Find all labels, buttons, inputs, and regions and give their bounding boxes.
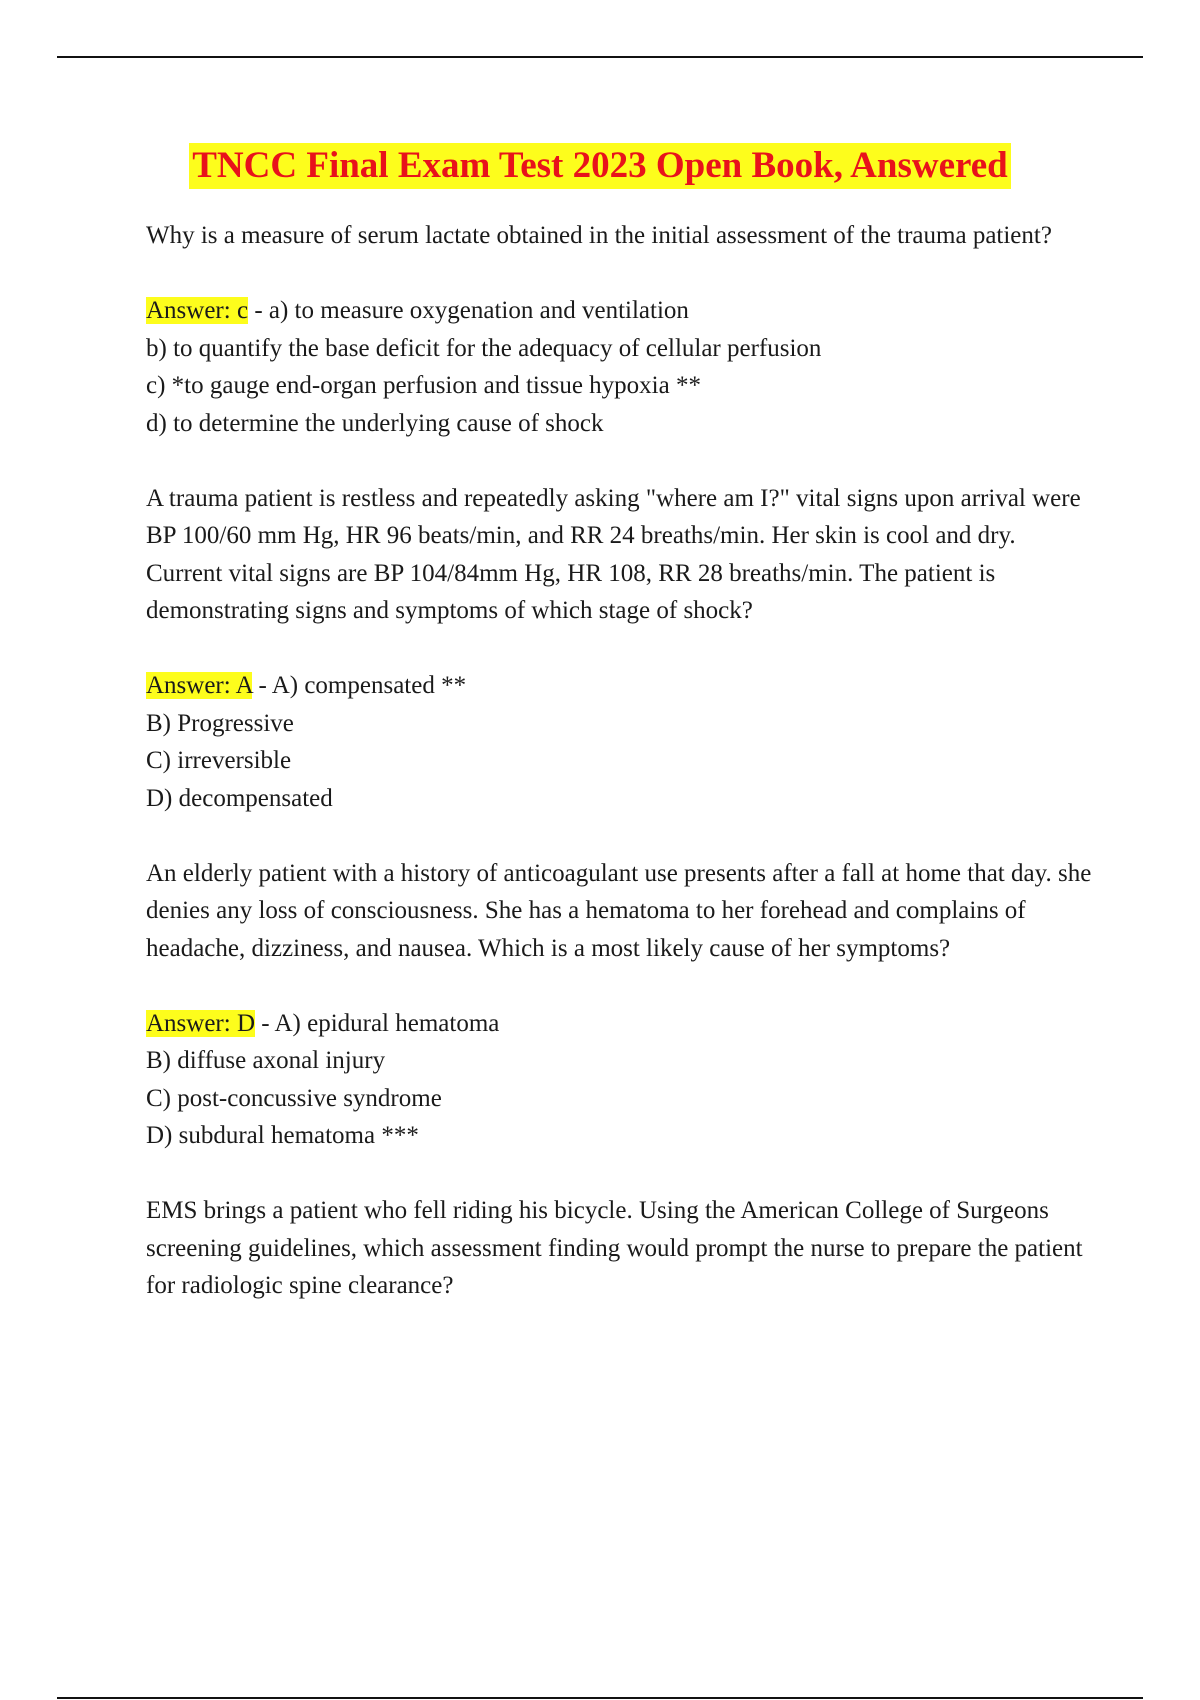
option-d: d) to determine the underlying cause of shock [146,409,604,437]
answer-block-3 [146,1005,1096,1155]
option-d: D) decompensated [146,784,333,812]
answer-label: Answer: D [146,1009,256,1037]
top-rule [57,56,1143,58]
question-3-text: An elderly patient with a history of anticoagulant use presents after a fall at home that day. she denies any loss of consciousness. She has a hematoma to her forehead and complains of headache, dizziness, and nausea. Which is a most likely cause of her symptoms? [146,859,1092,962]
answer-line: Answer: D - A) epidural hematoma [146,1009,500,1037]
option-d: D) subdural hematoma *** [146,1122,419,1149]
document-body [146,217,1096,1342]
question-4-text: EMS brings a patient who fell riding his bicycle. Using the American College of Surgeons screening guidelines, which assessment finding would prompt the nurse to prepare the patient for radiologic spine clearance? [146,1197,1083,1299]
question-1-text: Why is a measure of serum lactate obtained in the initial assessment of the trauma patient? [146,222,1052,249]
option-b: b) to quantify the base deficit for the adequacy of cellular perfusion [146,334,822,362]
option-c: C) post-concussive syndrome [146,1084,442,1112]
bottom-rule [57,1697,1143,1699]
answer-label: Answer: c [146,297,249,324]
option-b: B) diffuse axonal injury [146,1047,386,1074]
answer-line: Answer: A - A) compensated ** [146,672,467,699]
answer-label: Answer: A [146,672,253,699]
answer-line: Answer: c - a) to measure oxygenation and ventilation [146,297,689,324]
option-a: a) to measure oxygenation and ventilation [268,297,689,324]
option-c: c) *to gauge end-organ perfusion and tissue hypoxia ** [146,372,701,399]
title-block [0,143,1200,189]
option-b: B) Progressive [146,709,294,737]
answer-block-1 [146,292,1096,442]
option-c: C) irreversible [146,747,292,774]
option-a: A) epidural hematoma [274,1009,500,1037]
document-title: TNCC Final Exam Test 2023 Open Book, Answered [189,143,1011,189]
question-2-text: A trauma patient is restless and repeatedly asking "where am I?" vital signs upon arrival were BP 100/60 mm Hg, HR 96 beats/min, and RR 24 breaths/min. Her skin is cool and dry. Current vital signs are BP 104/84mm Hg, HR 108, RR 28 breaths/min. The patient is demonstrating signs and symptoms of which stage of shock? [146,484,1081,624]
option-a: A) compensated ** [271,672,467,699]
answer-block-2 [146,667,1096,817]
